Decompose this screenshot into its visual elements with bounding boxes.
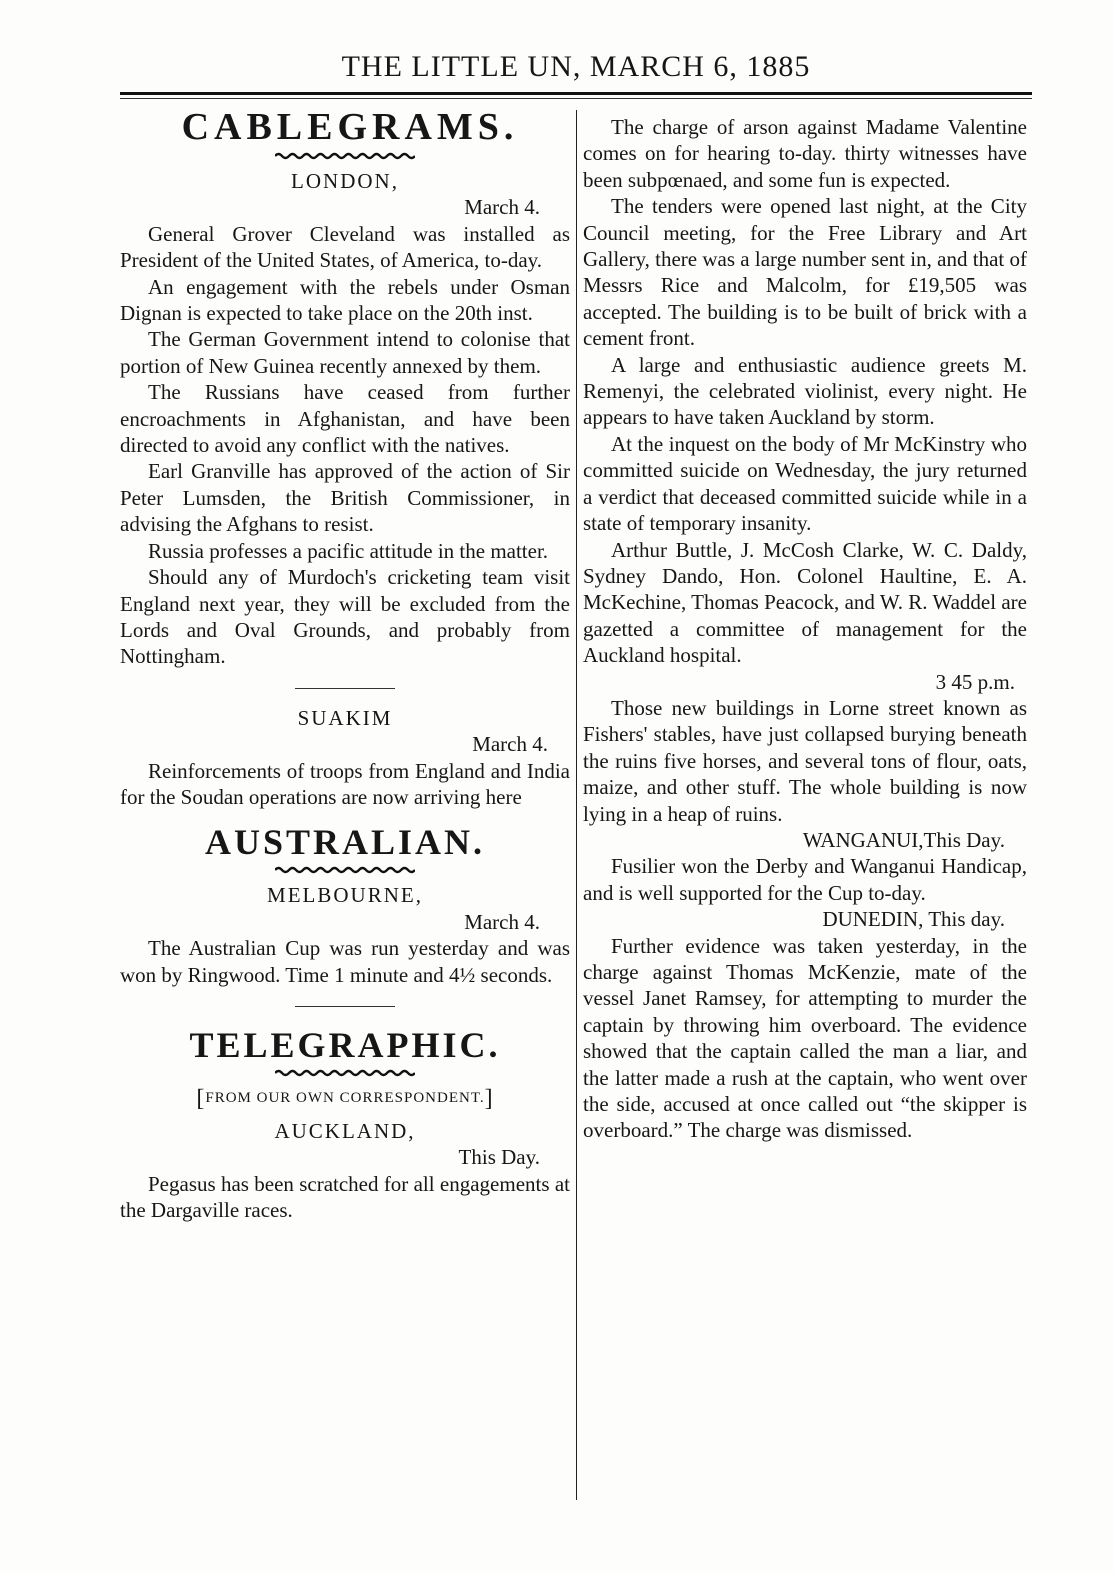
news-paragraph: Russia professes a pacific attitude in the matter. <box>148 538 549 563</box>
news-paragraph: The tenders were opened last night, at the City Council meeting, for the Free Library and Art Gallery, there was a large number sent in, and that of Messrs Rice and Malcolm, for £19,505 was accepted. The building is to be built of brick with a cement front. <box>583 194 1027 351</box>
news-paragraph: The German Government intend to colonise that portion of New Guinea recently annexed by them. <box>120 327 570 378</box>
wavy-rule <box>275 152 415 160</box>
melbourne-place: MELBOURNE, <box>267 883 423 908</box>
wavy-rule <box>275 1069 415 1077</box>
news-paragraph: At the inquest on the body of Mr McKinstry who committed suicide on Wednesday, the jury returned a verdict that deceased committed suicide while in a state of temporary insanity. <box>583 431 1027 536</box>
news-paragraph: Should any of Murdoch's cricketing team visit England next year, they will be excluded from the Lords and Oval Grounds, and probably from Nottingham. <box>120 565 570 669</box>
news-paragraph: An engagement with the rebels under Osman Dignan is expected to take place on the 20th inst. <box>120 274 570 326</box>
correspondent-note: [FROM OUR OWN CORRESPONDENT.] <box>196 1085 494 1112</box>
auckland-date: This Day. <box>458 1145 540 1170</box>
news-paragraph: General Grover Cleveland was installed as President of the United States, of America, to-day. <box>120 221 570 273</box>
news-paragraph: Arthur Buttle, J. McCosh Clarke, W. C. Daldy, Sydney Dando, Hon. Colonel Haultine, E. A. McKechine, Thomas Peacock, and W. R. Waddel are gazetted a committee of management for the Auckland hospital. <box>583 537 1027 668</box>
suakim-date: March 4. <box>472 732 548 757</box>
news-paragraph: The Australian Cup was run yesterday and was won by Ringwood. Time 1 minute and 4½ seconds. <box>120 936 570 987</box>
news-paragraph: The Russians have ceased from further encroachments in Afghanistan, and have been directed to avoid any conflict with the natives. <box>120 380 570 458</box>
section-divider <box>295 688 395 689</box>
masthead-title: THE LITTLE UN, MARCH 6, 1885 <box>341 50 811 83</box>
melbourne-date: March 4. <box>464 909 540 934</box>
cablegrams-heading: CABLEGRAMS. <box>181 106 519 148</box>
masthead-rule-thin <box>120 98 1032 99</box>
auckland-place: AUCKLAND, <box>274 1118 416 1143</box>
news-paragraph: Reinforcements of troops from England and India for the Soudan operations are now arriving here <box>120 758 570 809</box>
news-paragraph: A large and enthusiastic audience greets M. Remenyi, the celebrated violinist, every night. He appears to have taken Auckland by storm. <box>583 352 1027 430</box>
masthead-rule <box>120 92 1032 95</box>
australian-heading: AUSTRALIAN. <box>204 822 486 863</box>
news-paragraph: Those new buildings in Lorne street known as Fishers' stables, have just collapsed burying beneath the ruins five horses, and several tons of flour, oats, maize, and other stuff. The whole building is now lying in a heap of ruins. <box>583 695 1027 826</box>
news-paragraph: The charge of arson against Madame Valentine comes on for hearing to-day. thirty witnesses have been subpœnaed, and some fun is expected. <box>583 115 1027 192</box>
section-divider <box>295 1006 395 1007</box>
london-place: LONDON, <box>291 169 399 193</box>
dunedin-dateline: DUNEDIN, This day. <box>822 907 1005 932</box>
right-column <box>583 114 1027 1144</box>
news-paragraph: Further evidence was taken yesterday, in the charge against Thomas McKenzie, mate of the vessel Janet Ramsey, for attempting to murder the captain by throwing him overboard. The evidence showed that the captain called the man a liar, and the latter made a rush at the captain, who went over the side, accused at once called out “the skipper is overboard.” The charge was dismissed. <box>583 933 1027 1143</box>
telegraphic-heading: TELEGRAPHIC. <box>189 1024 501 1065</box>
left-column <box>120 104 570 1223</box>
suakim-place: SUAKIM <box>297 705 393 730</box>
london-date: March 4. <box>464 195 540 220</box>
timestamp: 3 45 p.m. <box>935 669 1015 694</box>
wanganui-dateline: WANGANUI,This Day. <box>802 827 1005 852</box>
news-paragraph: Earl Granville has approved of the action of Sir Peter Lumsden, the British Commissioner, in advising the Afghans to resist. <box>120 459 570 537</box>
news-paragraph: Fusilier won the Derby and Wanganui Handicap, and is well supported for the Cup to-day. <box>583 854 1027 905</box>
news-paragraph: Pegasus has been scratched for all engagements at the Dargaville races. <box>120 1171 570 1222</box>
column-divider <box>576 110 577 1500</box>
wavy-rule <box>275 866 415 874</box>
correspondent-note-text: FROM OUR OWN CORRESPONDENT. <box>205 1089 485 1106</box>
